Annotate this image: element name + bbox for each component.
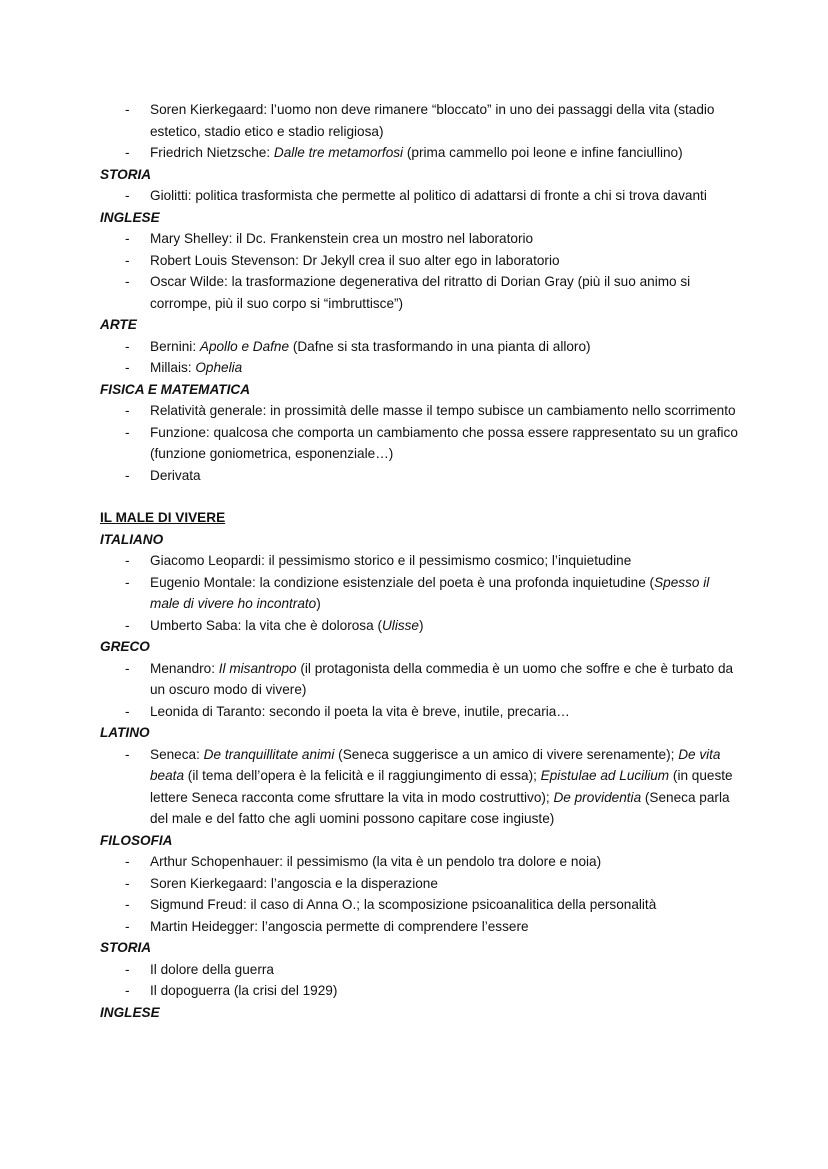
list-item [100,250,740,272]
item-text: Relatività generale: in prossimità delle masse il tempo subisce un cambiamento nello scorrimento [150,403,736,418]
intro-list [100,99,740,164]
document-page [100,99,740,1023]
item-title: Spesso il male di vivere ho incontrato [150,574,710,611]
list-item [100,271,740,314]
item-text: (il tema dell’opera è la felicità e il raggiungimento di essa); [184,768,541,783]
list-item [100,572,740,615]
list-item [100,658,740,701]
item-title: Ulisse [381,617,419,633]
heading-inglese: INGLESE [100,209,160,225]
item-text: Soren Kierkegaard: l’uomo non deve rimanere “bloccato” in uno dei passaggi della vita (stadio estetico, stadio etico e stadio religiosa) [150,102,715,139]
item-text: Giacomo Leopardi: il pessimismo storico e il pessimismo cosmico; l’inquietudine [150,553,632,568]
section-title: IL MALE DI VIVERE [100,510,226,525]
item-title: Ophelia [195,360,243,375]
item-text: ) [316,596,321,611]
item-title: Apollo e Dafne [199,338,290,354]
list-item [100,959,740,981]
heading-italiano: ITALIANO [100,531,164,547]
item-text: Il dolore della guerra [150,961,274,977]
list-item [100,615,740,637]
list-storia [100,959,740,1002]
list-filosofia [100,851,740,937]
list-storia [100,185,740,207]
heading-arte: ARTE [100,317,137,332]
item-text: Funzione: qualcosa che comporta un cambiamento che possa essere rappresentato su un grafico (funzione goniometrica, esponenziale…) [150,424,738,461]
item-text: Seneca: [150,746,204,762]
list-item [100,400,740,422]
item-text: Oscar Wilde: la trasformazione degenerativa del ritratto di Dorian Gray (più il suo animo si corrompe, più il suo corpo si “imbruttisce”) [150,274,691,311]
item-text: (in queste lettere Seneca racconta come sfruttare la vita in modo costruttivo); [150,768,733,805]
list-item [100,142,740,164]
item-text: (il protagonista della commedia è un uomo che soffre e che è turbato da un oscuro modo di vivere) [150,660,734,697]
blocks-group-2 [100,529,740,1024]
item-text: Robert Louis Stevenson: Dr Jekyll crea il suo alter ego in laboratorio [150,252,560,268]
heading-storia: STORIA [100,940,152,955]
list-greco [100,658,740,723]
item-text: Leonida di Taranto: secondo il poeta la vita è breve, inutile, precaria… [150,703,570,719]
list-fisica-e-matematica [100,400,740,486]
item-text: Umberto Saba: la vita che è dolorosa ( [150,617,382,633]
heading-inglese: INGLESE [100,1004,160,1020]
list-arte [100,336,740,379]
item-text: Il dopoguerra (la crisi del 1929) [150,983,338,998]
list-latino [100,744,740,830]
item-text: Soren Kierkegaard: l’angoscia e la disperazione [150,875,438,891]
list-item [100,894,740,916]
list-inglese [100,228,740,314]
heading-filosofia: FILOSOFIA [100,832,173,848]
item-text: (prima cammello poi leone e infine fanciullino) [403,145,683,160]
list-item [100,228,740,250]
list-italiano [100,550,740,636]
item-text: Menandro: [150,660,219,676]
list-item [100,336,740,358]
item-text: ) [419,617,424,633]
item-title: Il misantropo [218,660,297,676]
item-text: (Dafne si sta trasformando in una pianta di alloro) [289,338,591,354]
item-text: Friedrich Nietzsche: [150,145,274,160]
list-item [100,550,740,572]
item-title: De vita beata [150,746,721,783]
heading-storia: STORIA [100,166,152,182]
list-item [100,357,740,379]
list-item [100,851,740,873]
item-text: Derivata [150,467,201,483]
heading-latino: LATINO [100,725,150,740]
list-item [100,465,740,487]
item-text: Eugenio Montale: la condizione esistenziale del poeta è una profonda inquietudine ( [150,574,655,590]
item-text: Millais: [150,360,196,375]
list-item [100,422,740,465]
item-title: De tranquillitate animi [203,746,335,762]
list-item [100,873,740,895]
list-item [100,980,740,1002]
item-text: Giolitti: politica trasformista che permette al politico di adattarsi di fronte a chi si trova davanti [150,188,707,203]
item-text: Mary Shelley: il Dc. Frankenstein crea un mostro nel laboratorio [150,231,534,246]
blocks-group-1 [100,164,740,487]
list-item [100,744,740,830]
item-title: Epistulae ad Lucilium [540,768,670,783]
list-item [100,185,740,207]
item-title: De providentia [553,789,642,805]
heading-fisica-e-matematica: FISICA E MATEMATICA [100,381,251,397]
item-title: Dalle tre metamorfosi [273,145,404,160]
item-text: Sigmund Freud: il caso di Anna O.; la scomposizione psicoanalitica della personalità [150,897,657,912]
item-text: (Seneca parla del male e del fatto che agli uomini possono capitare cose ingiuste) [150,789,730,826]
item-text: Arthur Schopenhauer: il pessimismo (la vita è un pendolo tra dolore e noia) [150,854,602,869]
item-text: Bernini: [150,338,200,354]
list-item [100,916,740,938]
item-text: Martin Heidegger: l’angoscia permette di comprendere l’essere [150,918,529,934]
item-text: (Seneca suggerisce a un amico di vivere serenamente); [334,746,679,762]
list-item [100,701,740,723]
list-item [100,99,740,142]
heading-greco: GRECO [100,639,150,654]
